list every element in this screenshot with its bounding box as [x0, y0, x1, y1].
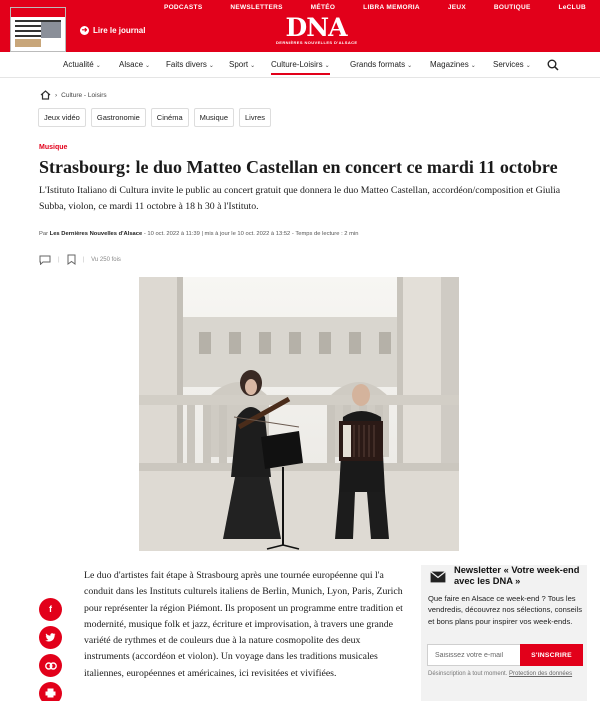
nav-item-alsace[interactable]: Alsace ⌄ [119, 60, 151, 69]
email-input[interactable] [427, 644, 521, 666]
nav-item-grands-formats[interactable]: Grands formats ⌄ [350, 60, 413, 69]
tag-jeux-video[interactable]: Jeux vidéo [38, 108, 86, 127]
article-title: Strasbourg: le duo Matteo Castellan en concert ce mardi 11 octobre [39, 157, 558, 177]
chevron-down-icon: ⌄ [95, 63, 101, 69]
nav-item-sport[interactable]: Sport ⌄ [229, 60, 256, 69]
nav-item-services[interactable]: Services ⌄ [493, 60, 531, 69]
breadcrumb: › Culture - Loisirs [40, 90, 107, 100]
facebook-icon: f [49, 604, 52, 614]
data-protection-link[interactable]: Protection des données [509, 671, 573, 677]
copy-link-button[interactable] [39, 654, 62, 677]
top-link-boutique[interactable]: BOUTIQUE [493, 4, 531, 11]
newsletter-box [421, 565, 587, 701]
top-link-leclub[interactable]: LeCLUB [558, 4, 586, 11]
chevron-down-icon: ⌄ [407, 63, 413, 69]
read-newspaper-link[interactable]: ➜ Lire le journal [81, 26, 146, 35]
subscribe-button[interactable]: S'INSCRIRE [520, 644, 583, 666]
top-links [150, 4, 600, 11]
top-link-newsletters[interactable]: NEWSLETTERS [230, 4, 283, 11]
chevron-down-icon: ⌄ [145, 63, 151, 69]
search-icon[interactable] [547, 59, 559, 71]
author-link[interactable]: Les Dernières Nouvelles d'Alsace [49, 231, 143, 237]
article-tools: | | Vu 250 fois [39, 254, 121, 265]
facebook-share-button[interactable] [39, 598, 62, 621]
home-icon[interactable] [40, 90, 51, 100]
nav-item-magazines[interactable]: Magazines ⌄ [430, 60, 476, 69]
print-button[interactable] [39, 682, 62, 701]
link-icon [45, 662, 57, 670]
dna-logo[interactable]: DNA DERNIÈRES NOUVELLES D'ALSACE [276, 13, 358, 45]
breadcrumb-section[interactable]: Culture - Loisirs [61, 91, 107, 99]
newsletter-legal: Désinscription à tout moment. Protection des données [428, 671, 573, 677]
view-count: Vu 250 fois [91, 256, 121, 263]
envelope-icon [430, 571, 446, 583]
top-link-libra-memoria[interactable]: LIBRA MEMORIA [363, 4, 420, 11]
tag-list [38, 108, 271, 127]
main-nav [0, 52, 600, 78]
print-icon [45, 688, 56, 698]
twitter-share-button[interactable] [39, 626, 62, 649]
tag-cinema[interactable]: Cinéma [151, 108, 189, 127]
chevron-down-icon: ⌄ [470, 63, 476, 69]
chevron-down-icon: ⌄ [208, 63, 214, 69]
tag-livres[interactable]: Livres [239, 108, 271, 127]
article-lead: L'Istituto Italiano di Cultura invite le public au concert gratuit que donnera le duo Matteo Castellan, accordéon/composition et Giulia Subba, violon, ce mardi 11 octobre à 18 h 30 à l'Istituto. [39, 185, 561, 212]
nav-item-culture-loisirs[interactable]: Culture-Loisirs ⌄ [271, 60, 330, 75]
chevron-down-icon: ⌄ [525, 63, 531, 69]
top-header [0, 0, 600, 52]
article-photo [139, 277, 459, 551]
chevron-down-icon: ⌄ [250, 63, 256, 69]
article-dates: - 10 oct. 2022 à 11:39 | mis à jour le 10 oct. 2022 à 13:52 - Temps de lecture : 2 min [143, 231, 359, 237]
bookmark-icon[interactable] [67, 254, 76, 265]
tag-musique[interactable]: Musique [194, 108, 234, 127]
arrow-right-icon: ➜ [81, 27, 88, 34]
article-body: Le duo d'artistes fait étape à Strasbourg après une tournée européenne qui l'a conduit dans les Instituts culturels italiens de Berlin, Munich, Lyon, Paris, Zurich pour représenter la région Piémont. Ils proposent un programme entre tradition et modernité, musique folk et jazz, écriture et improvisation, à travers une grande variété de rythmes et de couleurs due à la nature cosmopolite des deux instruments (accordéon et violon). Un voyage dans les traditions musicales italiennes, européennes et américaines, ici revisitées et vivifiées. [84, 570, 403, 679]
nav-item-faits-divers[interactable]: Faits divers ⌄ [166, 60, 214, 69]
nav-item-actualite[interactable]: Actualité ⌄ [63, 60, 101, 69]
top-link-meteo[interactable]: MÉTÉO [310, 4, 336, 11]
tag-gastronomie[interactable]: Gastronomie [91, 108, 146, 127]
newspaper-thumbnail[interactable] [10, 7, 66, 52]
newsletter-title: Newsletter « Votre week-end avec les DNA » [454, 565, 580, 586]
newsletter-description: Que faire en Alsace ce week-end ? Tous les vendredis, découvrez nos sélections, conseils et bons plans pour inspirer vos week-ends. [428, 594, 583, 626]
top-link-jeux[interactable]: JEUX [447, 4, 466, 11]
article-byline: Par Les Dernières Nouvelles d'Alsace - 10 oct. 2022 à 11:39 | mis à jour le 10 oct. 2022 à 13:52 - Temps de lecture : 2 min [39, 231, 359, 237]
twitter-icon [45, 633, 56, 642]
article-rubric[interactable]: Musique [39, 144, 68, 151]
top-link-podcasts[interactable]: PODCASTS [163, 4, 203, 11]
chevron-down-icon: ⌄ [324, 63, 330, 69]
comment-icon[interactable] [39, 255, 51, 265]
